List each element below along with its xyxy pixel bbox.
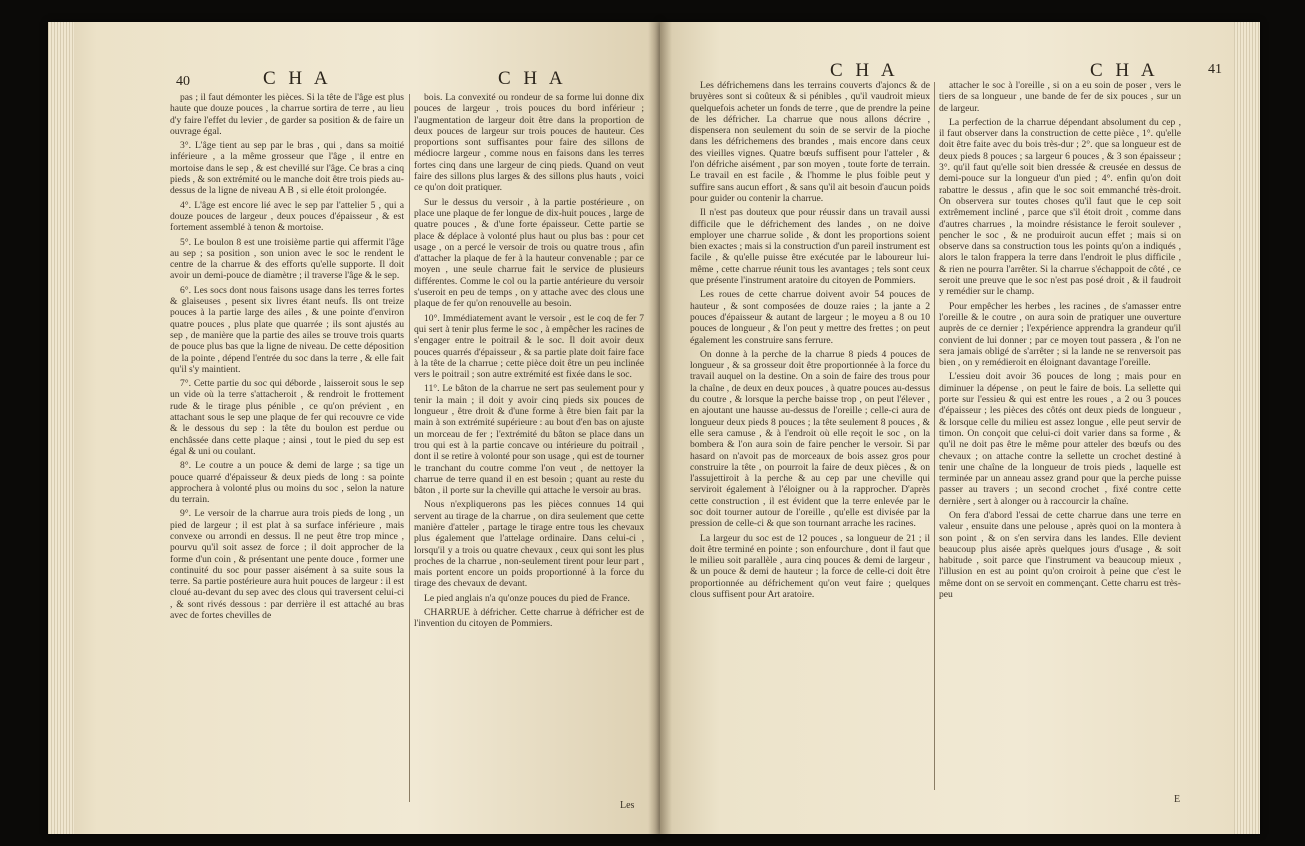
paragraph: L'essieu doit avoir 36 pouces de long ; mais pour en diminuer la dépense , on peut le faire de bois. La sellette qui porte sur l'essieu & qui est entre les roues , a 2 ou 3 pouces d'épaisseur ; les pièces des côtés ont deux pieds de longueur , & lorsque celle du milieu est assez longue , elle peut servir de timon. On conçoit que celui-ci doit varier dans sa forme , & qu'il ne doit pas être le même pour atteler des bœufs ou des chevaux ; on attache contre la sellette un crochet destiné à tenir une chaîne de la longueur de trois pieds , laquelle est terminée par un anneau assez grand pour que la perche puisse passer au travers ; un second crochet , fixé contre cette dernière , sert à alonger ou à raccourcir la chaîne. bbox=[939, 371, 1181, 507]
column-rule-right bbox=[934, 82, 935, 790]
open-book bbox=[48, 22, 1260, 842]
right-column-1 bbox=[690, 80, 930, 812]
paragraph: On fera d'abord l'essai de cette charrue dans une terre en valeur , ensuite dans une pelouse , après quoi on la montera à son point , & on s'en servira dans les landes. Elle devient beaucoup plus aisée après quelques jours d'usage , & soit habitude , soit parce que l'instrument va beaucoup mieux , l'illusion en est au point qu'on croiroit à peine que c'est le même dont on se servoit en commençant. Cette charru est très-peu bbox=[939, 509, 1181, 601]
right-column-2 bbox=[939, 80, 1181, 790]
paragraph: 4°. L'âge est encore lié avec le sep par l'attelier 5 , qui a douze pouces de largeur , deux pouces d'épaisseur , & est fortement assemblé à tenon & mortoise. bbox=[170, 199, 404, 234]
right-page bbox=[660, 22, 1260, 834]
paragraph: Les roues de cette charrue doivent avoir 54 pouces de hauteur , & sont composées de douze raies ; la jante a 2 pouces d'épaisseur & autant de largeur ; le moyeu a 8 ou 10 pouces de longueur , & l'on peut y mettre des frettes ; on peut également les construire sans ferrure. bbox=[690, 289, 930, 346]
paragraph: CHARRUE à défricher. Cette charrue à défricher est de l'invention du citoyen de Pommiers. bbox=[414, 607, 644, 630]
paragraph: 8°. Le coutre a un pouce & demi de large ; sa tige un pouce quarré d'épaisseur & deux pieds de long : sa pointe approchera à volonté plus ou moins du soc , selon la nature du terrain. bbox=[170, 460, 404, 506]
paragraph: La largeur du soc est de 12 pouces , sa longueur de 21 ; il doit être terminé en pointe ; son enfourchure , dont il faut que le milieu soit parallèle , aura cinq pouces & demi de largeur , & un pouce & demi de hauteur ; la force de celle-ci doit être proportionnée au défrichement qu'on veut faire ; quelques clous suffisent pour Art aratoire. bbox=[690, 532, 930, 601]
paragraph: 5°. Le boulon 8 est une troisième partie qui affermit l'âge au sep ; sa position , son union avec le soc le rendent le centre de la charrue & des efforts qu'elle supporte. Il doit avoir un demi-pouce de diamètre ; il traverse l'âge & le sep. bbox=[170, 236, 404, 282]
paragraph: 10°. Immédiatement avant le versoir , est le coq de fer 7 qui sert à tenir plus ferme le soc , à empêcher les racines de s'engager entre le poitrail & le soc. Il doit avoir deux pouces quarrés d'épaisseur , & sa partie plate doit faire face à la tête de la charrue ; cette pièce doit être un peu inclinée vers le poitrail ; son autre extrémité est fixée dans le soc. bbox=[414, 312, 644, 381]
column-rule-left bbox=[409, 94, 410, 802]
paragraph: pas ; il faut démonter les pièces. Si la tête de l'âge est plus haute que douze pouces , la charrue sortira de terre , au lieu d'y faire l'effet du levier , de garder sa position & de faire un ouvrage égal. bbox=[170, 92, 404, 137]
left-catchword: Les bbox=[620, 800, 635, 811]
left-running-head-left: C H A bbox=[263, 68, 332, 89]
right-running-head-right: C H A bbox=[1090, 60, 1159, 81]
left-column-2 bbox=[414, 92, 644, 796]
paragraph: 3°. L'âge tient au sep par le bras , qui , dans sa moitié inférieure , a la même grosseur que l'âge , il entre en mortoise dans le sep , & est chevillé sur l'âge. Ce bras a cinq pieds , & son extrémité ou le manche doit être trois pieds au-dessus de la ligne de niveau A B , si elle étoit prolongée. bbox=[170, 140, 404, 197]
paragraph: Il n'est pas douteux que pour réussir dans un travail aussi difficile que le défrichement des landes , on ne doive employer une charrue solide , & dont les proportions soient bien exactes ; mais si la construction d'un pareil instrument est facile , & qu'elle puisse être exécutée par le laboureur lui-même , cette charrue réunit tous les avantages ; tels sont ceux que présente l'instrument aratoire du citoyen de Pommiers. bbox=[690, 207, 930, 287]
paragraph: Sur le dessus du versoir , à la partie postérieure , on place une plaque de fer longue de dix-huit pouces , large de quatre pouces , & d'une forte épaisseur. Cette partie se place & déplace à volonté plus haut ou plus bas : pour cet usage , on a percé le versoir de trois ou quatre trous , afin d'attacher la plaque de fer à la hauteur convenable ; par ce moyen , une seule charrue fait le service de plusieurs différentes. Comme le col ou la partie antérieure du versoir s'useroit en peu de temps , on y attache avec des clous une plaque de fer qu'on renouvelle au besoin. bbox=[414, 196, 644, 310]
paragraph: 9°. Le versoir de la charrue aura trois pieds de long , un pied de largeur ; il est plat à sa surface inférieure , mais convexe ou arrondi en dessus. Il ne peut être trop mince , pourvu qu'il soit assez de force ; il doit approcher de la forme d'un coin , & présentant une pente douce , former une continuité du soc pour passer aisément à sa suite sous la terre. Sa partie postérieure aura huit pouces de largeur : il est cloué au-devant du sep avec des clous qui traversent celui-ci , & sont rivés dessous : par derrière il est attaché au bras avec de fortes chevilles de bbox=[170, 508, 404, 622]
left-page bbox=[48, 22, 660, 834]
book-gutter bbox=[648, 22, 672, 834]
right-page-number: 41 bbox=[1208, 62, 1222, 77]
paragraph: Pour empêcher les herbes , les racines , de s'amasser entre l'oreille & le coutre , on aura soin de pratiquer une ouverture auprès de ce dernier ; l'expérience apprendra la grandeur qu'il convient de lui donner ; par ce moyen tout passera , & l'on ne sera jamais obligé de s'arrêter ; si la lande ne se renversoit pas bien , on y remédieroit en éloignant davantage l'oreille. bbox=[939, 300, 1181, 369]
right-running-head-left: C H A bbox=[830, 60, 899, 81]
paragraph: On donne à la perche de la charrue 8 pieds 4 pouces de longueur , & sa grosseur doit être proportionnée à la force du travail auquel on la destine. On a soin de faire des trous pour la chaîne , de deux en deux pouces , à quatre pouces au-dessus du coutre , & lorsque la perche baisse trop , on peut l'élever , en ajoutant une hausse au-dessus de l'oreille ; celle-ci aura de longueur deux pieds 8 pouces ; la tête seulement 8 pouces , & elle sera camuse , & à l'endroit où elle reçoit le soc , on la bombera & l'on aura soin de faire pencher le versoir. Si par hasard on n'avoit pas de morceaux de bois assez gros pour construire la tête , on pourroit la faire de deux pièces , & on l'assujettiroit à la perche & au cep par une cheville qui serviroit également à l'éloigner ou à la rapprocher. D'après cette construction , il est évident que la terre enlevée par le soc doit tourner autour de l'oreille , qu'elle est divisée par la pression de celle-ci & que son tournant arrache les racines. bbox=[690, 348, 930, 530]
left-column-1 bbox=[170, 92, 404, 814]
paragraph: 11°. Le bâton de la charrue ne sert pas seulement pour y tenir la main ; il doit y avoir cinq pieds six pouces de longueur , être droit & d'une forme à être bien fait par la main à son extrémité supérieure : au bout d'en bas on ajuste un morceau de fer ; l'extrémité du bâton se place dans un trou qui est à la partie concave ou intérieure du poitrail , dont il se retire à volonté pour son usage , qui est de tourner le tranchant du coutre comme l'on veut , de nettoyer la charrue de terre quand il en est besoin ; quant au reste du bâton , il porte sur la cheville qui attache le versoir au bras. bbox=[414, 383, 644, 497]
paragraph: 6°. Les socs dont nous faisons usage dans les terres fortes & glaiseuses , pesent six livres étant neufs. Ils ont treize pouces à la partie large des ailes , & une pointe d'environ quatre pouces , plus plate que quarrée ; ils sont ajustés au sep , de manière que la partie des ailes se trouve trois quarts de pouce plus bas que la ligne de niveau. De cette déposition de la pointe , dépend l'entrée du soc dans la terre , & elle fait qu'il s'y maintient. bbox=[170, 284, 404, 375]
left-page-number: 40 bbox=[176, 74, 190, 89]
paragraph: Le pied anglais n'a qu'onze pouces du pied de France. bbox=[424, 592, 630, 604]
right-catchword: E bbox=[1174, 794, 1181, 805]
paragraph: Les défrichemens dans les terrains couverts d'ajoncs & de bruyères sont si coûteux & si pénibles , qu'il vaudroit mieux quelquefois acheter un fonds de terre , que de prendre la peine de les défricher. La charrue que nous allons décrire , dispensera non seulement du soin de se servir de la pioche dans les défrichemens des brandes , mais encore dans ceux des vieilles vignes. Quatre bœufs suffisent pour l'atteler , & l'on défriche aisément , par son moyen , toute forte de terrain. Le travail en est facile , & l'homme le plus foible peut y suffire sans aucun effort , & sans qu'il ait besoin d'aucun poids pour guider ou contenir la charrue. bbox=[690, 80, 930, 204]
paragraph: 7°. Cette partie du soc qui déborde , laisseroit sous le sep un vide où la terre s'attacheroit , & rendroit le frottement rude & le tirage plus pénible , ce qu'on prévient , en attachant sous le sep une plaque de fer qui recouvre ce vide & le dessous du sep : la tête du boulon est perdue ou enchâssée dans cette plaque ; ainsi , tout le pied du sep est égal & uni ou coulant. bbox=[170, 378, 404, 457]
page-edge-right bbox=[1234, 22, 1260, 834]
left-running-head-right: C H A bbox=[498, 68, 567, 89]
paragraph: bois. La convexité ou rondeur de sa forme lui donne dix pouces de largeur , trois pouces du bord inférieur ; l'augmentation de largeur doit être dans la proportion de deux pouces de largeur sur trois pouces de hauteur. Ces proportions sont suffisantes pour faire des sillons de médiocre largeur , comme nous en faisons dans les terres fortes cinq dans une largeur de cinq pieds. Quand on veut faire des sillons plus larges & des sillons plus hauts , voici ce qu'on doit pratiquer. bbox=[414, 92, 644, 194]
paragraph: La perfection de la charrue dépendant absolument du cep , il faut observer dans la construction de cette pièce , 1°. qu'elle doit être faite avec du bois très-dur ; 2°. que sa longueur est de deux pieds 8 pouces ; sa largeur 6 pouces , & 3 son épaisseur ; 3°. qu'il faut qu'elle soit bien dressée & creusée en dessus de demi-pouce sur la longueur d'un pied ; 4°. enfin qu'on doit rabattre le dessus , afin que le soc soit emmanché très-droit. On observera sur toutes choses qu'il faut que le cep soit extrêmement incliné , parce que s'il étoit droit , comme dans d'autres charrues , la moindre résistance le feroit soulever , pencher le soc , & ne produiroit aucun effet ; mais si on observe dans sa construction tous les points qu'on a indiqués , alors le talon frappera la terre dans l'endroit le plus difficile , & rien ne pourra l'arrêter. Si la charrue s'échappoit de côté , ce seroit une preuve que le soc n'est pas posé droit , & il faudroit y remédier sur le champ. bbox=[939, 116, 1181, 298]
paragraph: attacher le soc à l'oreille , si on a eu soin de poser , vers le tiers de sa longueur , une bande de fer de six pouces , sur un de largeur. bbox=[939, 80, 1181, 114]
paragraph: Nous n'expliquerons pas les pièces connues 14 qui servent au tirage de la charrue , on dira seulement que cette manière d'atteler , partage le tirage entre tous les chevaux plus également que l'attelage ordinaire. Dans celui-ci , lorsqu'il y a trois ou quatre chevaux , ceux qui sont les plus proches de la charrue , non-seulement tirent pour leur part , mais portent encore un poids proportionné à la force du tirage des chevaux de devant. bbox=[414, 499, 644, 590]
page-edge-left bbox=[48, 22, 74, 834]
